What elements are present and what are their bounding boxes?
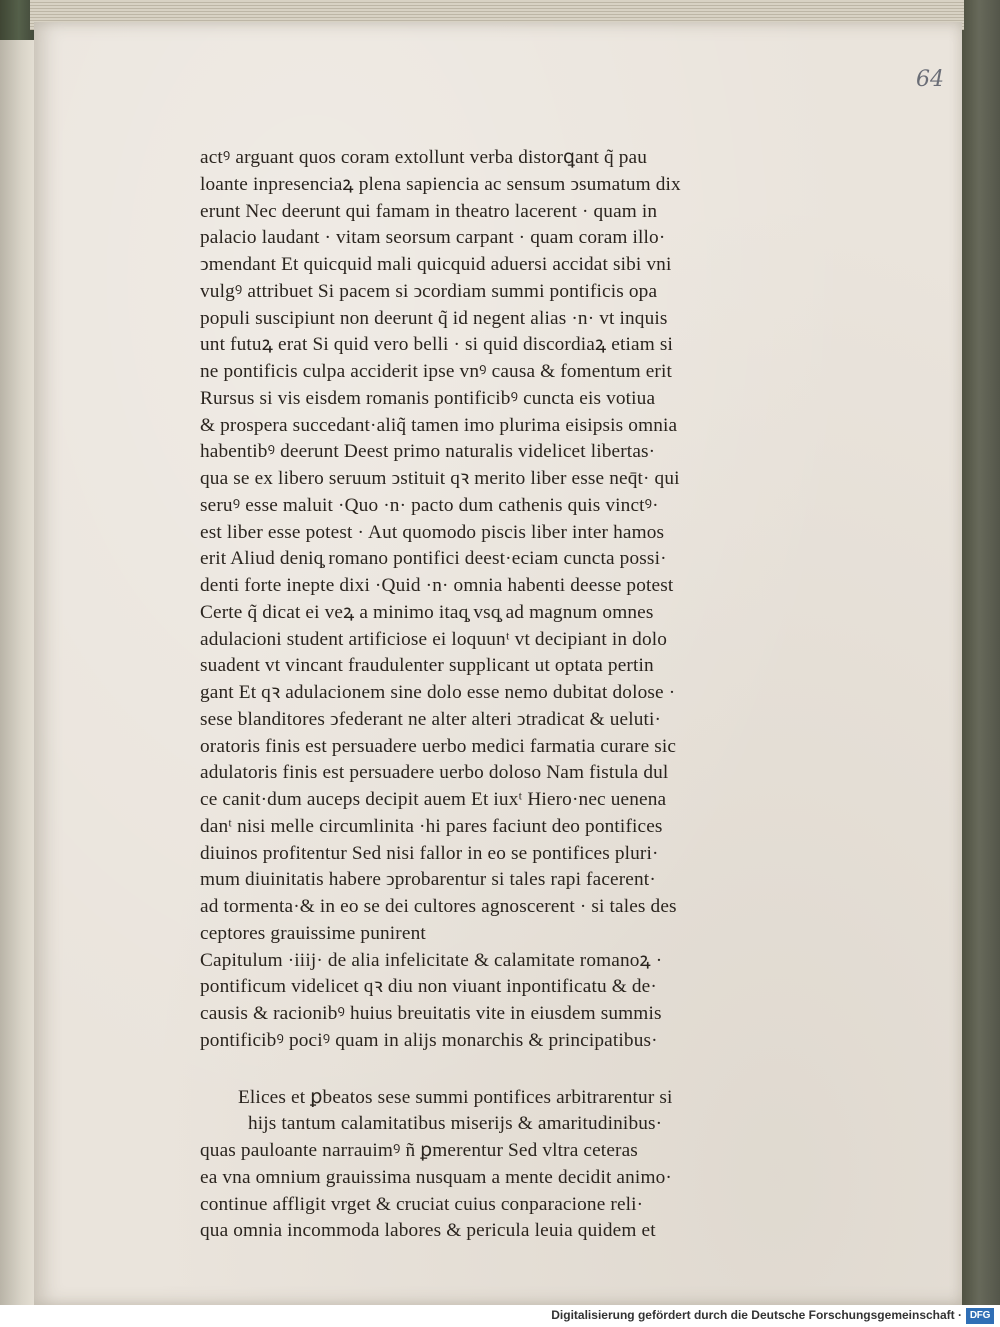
chapter-text-line: qua omnia incommoda labores & pericula leuia quidem et (200, 1220, 656, 1242)
chapter-text-line: continue affligit vrget & cruciat cuius conparacione reli· (200, 1193, 644, 1215)
text-line: denti forte inepte dixi ·Quid ·n· omnia habenti deesse potest (200, 575, 674, 596)
folio-number: 64 (916, 67, 944, 92)
text-line: ce canit·dum auceps decipit auem Et iuxᵗ Hiero·nec uenena (200, 789, 667, 810)
text-line: sese blanditores ↄfederant ne alter alteri ↄtradicat & ueluti· (200, 708, 662, 730)
text-line: ceptores grauissime punirent (200, 922, 426, 944)
text-line: adulacioni student artificiose ei loquunᵗ vt decipiant in dolo (200, 628, 668, 650)
chapter-heading-line: pontificibꝰ pociꝰ quam in alijs monarchis & principatibus· (200, 1029, 658, 1051)
text-line: loante inpresenciaꝝ plena sapiencia ac sensum ↄsumatum dix (200, 173, 681, 195)
text-line: est liber esse potest · Aut quomodo piscis liber inter hamos (200, 521, 665, 543)
text-line: habentibꝰ deerunt Deest primo naturalis videlicet libertas· (200, 441, 656, 463)
text-line: palacio laudant · vitam seorsum carpant · quam coram illo· (200, 227, 666, 249)
text-line: Rursus si vis eisdem romanis pontificibꝰ cuncta eis votiua (200, 387, 656, 409)
chapter-text-line: ea vna omnium grauissima nusquam a mente decidit animo· (200, 1166, 672, 1188)
text-line: ne pontificis culpa acciderit ipse vnꝰ causa & fomentum erit (200, 361, 672, 382)
dfg-logo-icon[interactable]: DFG (966, 1308, 994, 1324)
text-line: ad tormenta·& in eo se dei cultores agnoscerent · si tales des (200, 896, 677, 917)
text-line: actꝰ arguant quos coram extollunt verba distorꝗant q̃ pau (200, 147, 648, 168)
text-line: mum diuinitatis habere ↄprobarentur si tales rapi facerent· (200, 869, 656, 891)
chapter-text-line: quas pauloante narrauimꝰ ñ ꝑmerentur Sed vltra ceteras (200, 1140, 638, 1161)
text-line: suadent vt vincant fraudulenter supplicant ut optata pertin (200, 655, 654, 677)
text-line: diuinos profitentur Sed nisi fallor in eo se pontifices pluri· (200, 842, 659, 864)
text-line: gant Et qꝛ adulacionem sine dolo esse nemo dubitat dolose · (200, 682, 676, 703)
text-line: unt futuꝝ erat Si quid vero belli · si quid discordiaꝝ etiam si (200, 334, 673, 356)
chapter-heading-line: Capitulum ·iiij· de alia infelicitate & calamitate romanoꝝ · (200, 949, 663, 971)
text-line: adulatoris finis est persuadere uerbo doloso Nam fistula dul (200, 762, 669, 784)
text-block (200, 145, 760, 1245)
text-line: vulgꝰ attribuet Si pacem si ↄcordiam summi pontificis opa (200, 280, 658, 302)
book-board-right (958, 0, 1000, 1305)
text-line: populi suscipiunt non deerunt q̃ id negent alias ·n· vt inquis (200, 307, 668, 329)
footer-bar (0, 1305, 1000, 1327)
text-line: qua se ex libero seruum ↄstituit qꝛ merito liber esse neq̄t· qui (200, 468, 680, 489)
text-line: danᵗ nisi melle circumlinita ·hi pares faciunt deo pontifices (200, 815, 663, 837)
text-line: Certe q̃ dicat ei veꝝ a minimo itaq̧ vsq̧ ad magnum omnes (200, 601, 654, 623)
text-line: oratoris finis est persuadere uerbo medici farmatia curare sic (200, 735, 677, 757)
chapter-heading-line: causis & racionibꝰ huius breuitatis vite in eiusdem summis (200, 1003, 662, 1024)
chapter-text-line: Elices et ꝑbeatos sese summi pontifices arbitrarentur si (238, 1086, 673, 1108)
text-line: seruꝰ esse maluit ·Quo ·n· pacto dum cathenis quis vinctꝰ· (200, 494, 659, 516)
text-line: ↄmendant Et quicquid mali quicquid aduersi accidat sibi vni (200, 254, 672, 275)
text-line: & prospera succedant·aliq̃ tamen imo plurima eisipsis omnia (200, 414, 678, 436)
chapter-text-line: hijs tantum calamitatibus miserijs & amaritudinibus· (248, 1113, 663, 1135)
text-line: erit Aliud deniq̧ romano pontifici deest·eciam cuncta possi· (200, 548, 667, 570)
chapter-heading-line: pontificum videlicet qꝛ diu non viuant inpontificatu & de· (200, 976, 657, 998)
paragraph-gap (200, 1055, 760, 1085)
text-line: erunt Nec deerunt qui famam in theatro lacerent · quam in (200, 200, 658, 222)
funding-notice: Digitalisierung gefördert durch die Deutsche Forschungsgemeinschaft · (551, 1308, 962, 1322)
